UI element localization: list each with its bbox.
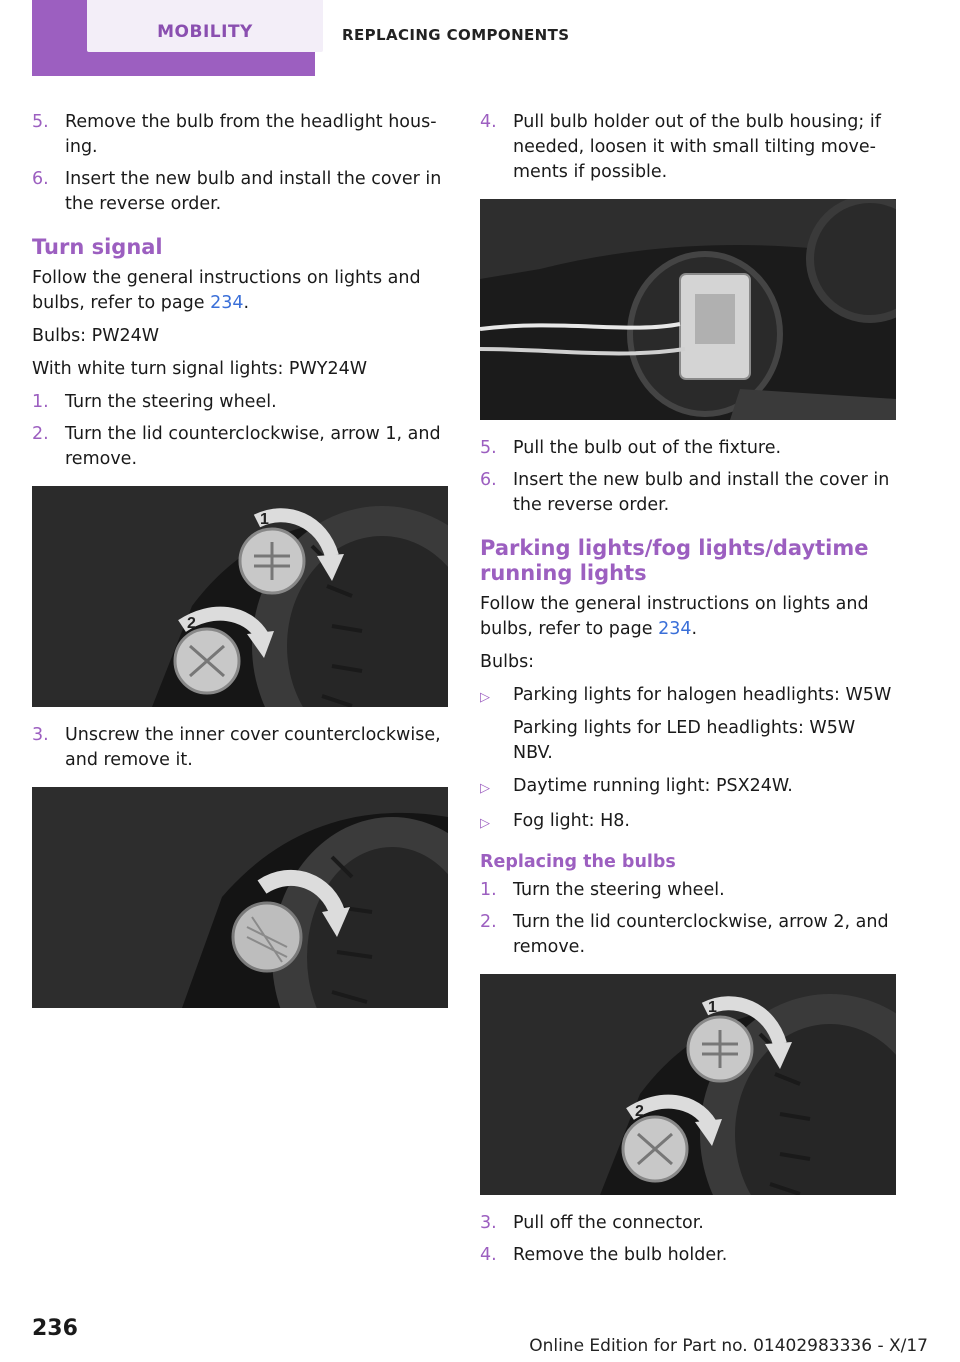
step-number: 4. xyxy=(480,1245,497,1265)
bullet-item xyxy=(480,809,896,836)
wheel-arch-cover-photo xyxy=(32,486,448,707)
intro-end: . xyxy=(243,293,250,313)
bullet-text: Parking lights for halogen headlights: W5W xyxy=(513,685,892,705)
step-number: 6. xyxy=(480,470,497,490)
step-item xyxy=(480,910,896,960)
bullet-subtext: Parking lights for LED headlights: W5W NBV. xyxy=(513,718,856,763)
step-item xyxy=(32,167,448,217)
step-text: Insert the new bulb and install the cover in the reverse order. xyxy=(65,169,442,214)
step-item xyxy=(32,110,448,160)
step-number: 2. xyxy=(480,912,497,932)
step-item xyxy=(480,468,896,518)
step-text: Turn the steering wheel. xyxy=(513,880,725,900)
intro-paragraph xyxy=(480,592,896,642)
bullet-item xyxy=(480,774,896,801)
step-number: 3. xyxy=(480,1213,497,1233)
bullet-text: Fog light: H8. xyxy=(513,811,630,831)
bulb-holder-photo xyxy=(480,199,896,420)
step-number: 2. xyxy=(32,424,49,444)
intro-end: . xyxy=(691,619,698,639)
step-text: Remove the bulb holder. xyxy=(513,1245,728,1265)
bullet-triangle-icon: ▷ xyxy=(480,781,490,796)
step-number: 1. xyxy=(32,392,49,412)
section-title: REPLACING COMPONENTS xyxy=(342,26,570,44)
step-item xyxy=(480,1243,896,1268)
intro-paragraph xyxy=(32,266,448,316)
inner-cover-photo xyxy=(32,787,448,1008)
step-text: Turn the steering wheel. xyxy=(65,392,277,412)
edition-footer: Online Edition for Part no. 01402983336 - X/17 xyxy=(529,1336,928,1356)
right-column xyxy=(480,110,896,1275)
step-text: Pull bulb holder out of the bulb housing; if needed, loosen it with small tilting move‐ments if possible. xyxy=(513,112,881,182)
arrow-label: 2 xyxy=(187,615,196,632)
step-text: Pull the bulb out of the fixture. xyxy=(513,438,782,458)
arrow-label: 1 xyxy=(708,999,717,1016)
page-reference-link[interactable]: 234 xyxy=(658,619,692,639)
step-text: Turn the lid counterclockwise, arrow 1, and remove. xyxy=(65,424,441,469)
step-item xyxy=(480,436,896,461)
bullet-text: Daytime running light: PSX24W. xyxy=(513,776,793,796)
subheading-replacing-bulbs: Replacing the bulbs xyxy=(480,852,676,872)
step-number: 5. xyxy=(480,438,497,458)
step-text: Turn the lid counterclockwise, arrow 2, and remove. xyxy=(513,912,889,957)
step-number: 6. xyxy=(32,169,49,189)
bullet-item xyxy=(480,683,896,766)
step-number: 3. xyxy=(32,725,49,745)
step-item xyxy=(480,110,896,185)
chapter-tab-label: MOBILITY xyxy=(157,22,253,42)
chapter-tab[interactable] xyxy=(32,0,315,76)
intro-text: Follow the general instructions on lights and bulbs, refer to page xyxy=(480,594,869,639)
step-text: Remove the bulb from the headlight hous‐ing. xyxy=(65,112,437,157)
white-signal-info: With white turn signal lights: PWY24W xyxy=(32,359,368,379)
section-heading-turn-signal: Turn signal xyxy=(32,235,163,259)
bulbs-label: Bulbs: xyxy=(480,652,535,672)
step-item xyxy=(480,1211,896,1236)
section-heading-parking-lights: Parking lights/fog lights/daytime running lights xyxy=(480,536,869,585)
arrow-label: 1 xyxy=(260,511,269,528)
arrow-label: 2 xyxy=(635,1103,644,1120)
bullet-triangle-icon: ▷ xyxy=(480,690,490,705)
intro-text: Follow the general instructions on lights and bulbs, refer to page xyxy=(32,268,421,313)
step-text: Insert the new bulb and install the cover in the reverse order. xyxy=(513,470,890,515)
step-text: Unscrew the inner cover counterclockwise, and remove it. xyxy=(65,725,441,770)
bullet-triangle-icon: ▷ xyxy=(480,816,490,831)
step-number: 1. xyxy=(480,880,497,900)
page-number: 236 xyxy=(32,1316,78,1341)
step-item xyxy=(32,390,448,415)
step-number: 5. xyxy=(32,112,49,132)
step-item xyxy=(480,878,896,903)
step-text: Pull off the connector. xyxy=(513,1213,704,1233)
fog-light-cover-photo xyxy=(480,974,896,1195)
page-reference-link[interactable]: 234 xyxy=(210,293,244,313)
step-item xyxy=(32,723,448,773)
left-column xyxy=(32,110,448,1024)
bulbs-info: Bulbs: PW24W xyxy=(32,326,160,346)
step-number: 4. xyxy=(480,112,497,132)
step-item xyxy=(32,422,448,472)
